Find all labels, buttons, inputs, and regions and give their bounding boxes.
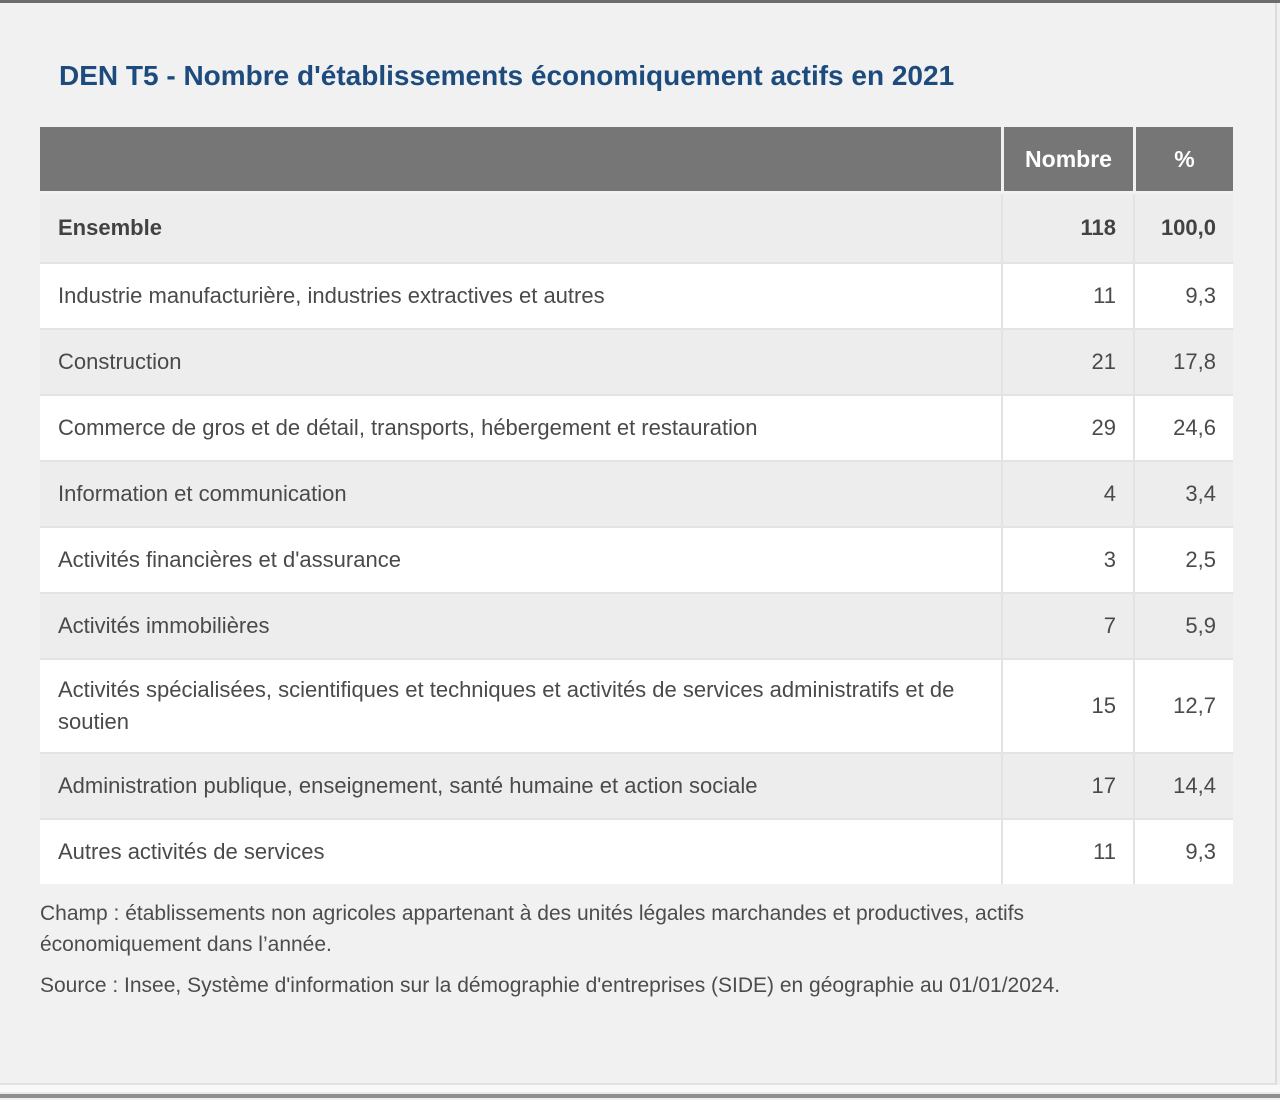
row-label: Administration publique, enseignement, santé humaine et action sociale [40,752,1001,818]
table-header-row [40,127,1233,194]
row-nombre: 3 [1001,526,1133,592]
table-row [40,460,1233,526]
row-percent: 24,6 [1133,394,1233,460]
row-nombre: 15 [1001,658,1133,752]
row-label: Activités immobilières [40,592,1001,658]
table-row [40,592,1233,658]
note-champ: Champ : établissements non agricoles appartenant à des unités légales marchandes et productives, actifs économiquement dans l’année. [40,902,1025,956]
header-cell-empty [40,127,1001,194]
table-row [40,752,1233,818]
table-row [40,194,1233,262]
row-label: Industrie manufacturière, industries extractives et autres [40,262,1001,328]
row-nombre: 4 [1001,460,1133,526]
row-label: Commerce de gros et de détail, transports, hébergement et restauration [40,394,1001,460]
row-label: Information et communication [40,460,1001,526]
row-nombre: 17 [1001,752,1133,818]
header-cell-percent: % [1133,127,1233,194]
table-row [40,818,1233,884]
row-nombre: 11 [1001,818,1133,884]
row-nombre: 29 [1001,394,1133,460]
row-percent: 14,4 [1133,752,1233,818]
row-percent: 9,3 [1133,818,1233,884]
table-body [40,194,1233,884]
table-header [40,127,1233,194]
note-source: Source : Insee, Système d'information sur la démographie d'entreprises (SIDE) en géographie au 01/01/2024. [40,974,1061,997]
content-card [0,3,1277,1085]
row-label: Activités spécialisées, scientifiques et techniques et activités de services administratifs et de soutien [40,658,1001,752]
row-nombre: 118 [1001,194,1133,262]
row-label: Activités financières et d'assurance [40,526,1001,592]
row-percent: 17,8 [1133,328,1233,394]
table-row [40,394,1233,460]
row-nombre: 7 [1001,592,1133,658]
table-row [40,526,1233,592]
establishments-table [40,127,1233,884]
table-notes [40,898,1275,1001]
header-cell-nombre: Nombre [1001,127,1133,194]
row-label: Ensemble [40,194,1001,262]
row-nombre: 11 [1001,262,1133,328]
row-label: Construction [40,328,1001,394]
row-label: Autres activités de services [40,818,1001,884]
table-row [40,328,1233,394]
row-percent: 5,9 [1133,592,1233,658]
table-row [40,658,1233,752]
page-title: DEN T5 - Nombre d'établissements économiquement actifs en 2021 [59,60,955,91]
row-percent: 2,5 [1133,526,1233,592]
bottom-gap [0,1085,1280,1092]
row-percent: 3,4 [1133,460,1233,526]
row-percent: 100,0 [1133,194,1233,262]
row-percent: 9,3 [1133,262,1233,328]
row-nombre: 21 [1001,328,1133,394]
row-percent: 12,7 [1133,658,1233,752]
table-row [40,262,1233,328]
bottom-bar [0,1094,1280,1098]
